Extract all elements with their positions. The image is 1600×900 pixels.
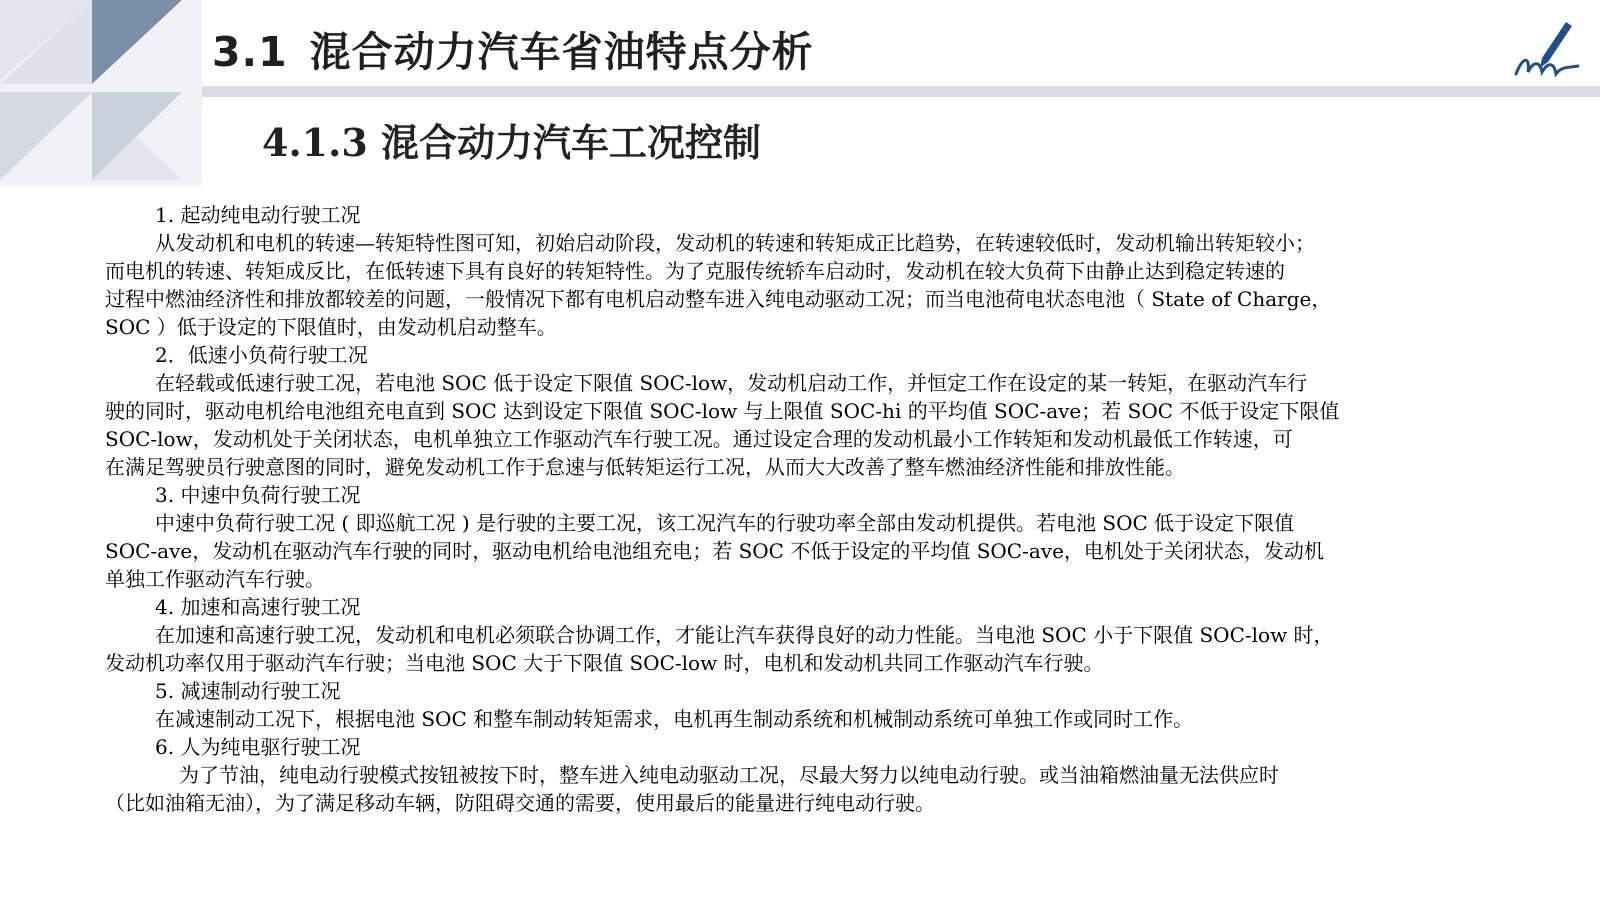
section-number: 3.1 [212, 28, 288, 76]
paragraph-line: SOC-ave，发动机在驱动汽车行驶的同时，驱动电机给电池组充电；若 SOC 不低于设定的平均值 SOC-ave，电机处于关闭状态，发动机 [105, 539, 1324, 563]
paragraph-line: 从发动机和电机的转速—转矩特性图可知，初始启动阶段，发动机的转速和转矩成正比趋势，在转速较低时，发动机输出转矩较小； [155, 231, 1315, 255]
paragraph-line: SOC-low，发动机处于关闭状态，电机单独立工作驱动汽车行驶工况。通过设定合理的发动机最小工作转矩和发动机最低工作转速，可 [105, 427, 1293, 451]
paragraph-line: 单独工作驱动汽车行驶。 [105, 567, 325, 591]
paragraph-line: （比如油箱无油），为了满足移动车辆，防阻碍交通的需要，使用最后的能量进行纯电动行驶。 [105, 791, 935, 815]
paragraph-line: 过程中燃油经济性和排放都较差的问题，一般情况下都有电机启动整车进入纯电动驱动工况；而当电池荷电状态电池（ State of Charge， [105, 287, 1332, 311]
paragraph-line: 中速中负荷行驶工况 ( 即巡航工况 ) 是行驶的主要工况，该工况汽车的行驶功率全部由发动机提供。若电池 SOC 低于设定下限值 [155, 511, 1295, 535]
paragraph-line: 在满足驾驶员行驶意图的同时，避免发动机工作于怠速与低转矩运行工况，从而大大改善了整车燃油经济性能和排放性能。 [105, 455, 1185, 479]
paragraph-line: 在加速和高速行驶工况，发动机和电机必须联合协调工作，才能让汽车获得良好的动力性能。当电池 SOC 小于下限值 SOC-low 时， [155, 623, 1334, 647]
body-text [105, 201, 1505, 817]
section-heading: 4. 加速和高速行驶工况 [155, 595, 361, 619]
paragraph-line: 发动机功率仅用于驱动汽车行驶；当电池 SOC 大于下限值 SOC-low 时，电机和发动机共同工作驱动汽车行驶。 [105, 651, 1104, 675]
paragraph-line: 而电机的转速、转矩成反比，在低转速下具有良好的转矩特性。为了克服传统轿车启动时，发动机在较大负荷下由静止达到稳定转速的 [105, 259, 1285, 283]
paragraph-line: SOC ）低于设定的下限值时，由发动机启动整车。 [105, 315, 557, 339]
section-heading: 1. 起动纯电动行驶工况 [155, 203, 361, 227]
section-heading: 5. 减速制动行驶工况 [155, 679, 341, 703]
paragraph-line: 在减速制动工况下，根据电池 SOC 和整车制动转矩需求，电机再生制动系统和机械制动系统可单独工作或同时工作。 [155, 707, 1194, 731]
section-title: 混合动力汽车省油特点分析 [309, 28, 814, 76]
corner-decoration [0, 0, 202, 186]
paragraph-line: 在轻载或低速行驶工况，若电池 SOC 低于设定下限值 SOC-low，发动机启动工作，并恒定工作在设定的某一转矩，在驱动汽车行 [155, 371, 1308, 395]
section-heading: 2．低速小负荷行驶工况 [155, 343, 368, 367]
page-title [212, 22, 814, 82]
pen-signature-icon [1512, 14, 1582, 84]
header-divider-bar [202, 86, 1600, 97]
section-heading: 6. 人为纯电驱行驶工况 [155, 735, 361, 759]
paragraph-line: 为了节油，纯电动行驶模式按钮被按下时，整车进入纯电动驱动工况，尽最大努力以纯电动行驶。或当油箱燃油量无法供应时 [179, 763, 1279, 787]
section-heading: 3. 中速中负荷行驶工况 [155, 483, 361, 507]
paragraph-line: 驶的同时，驱动电机给电池组充电直到 SOC 达到设定下限值 SOC-low 与上限值 SOC-hi 的平均值 SOC-ave；若 SOC 不低于设定下限值 [105, 399, 1340, 423]
subtitle: 4.1.3 混合动力汽车工况控制 [262, 120, 762, 165]
